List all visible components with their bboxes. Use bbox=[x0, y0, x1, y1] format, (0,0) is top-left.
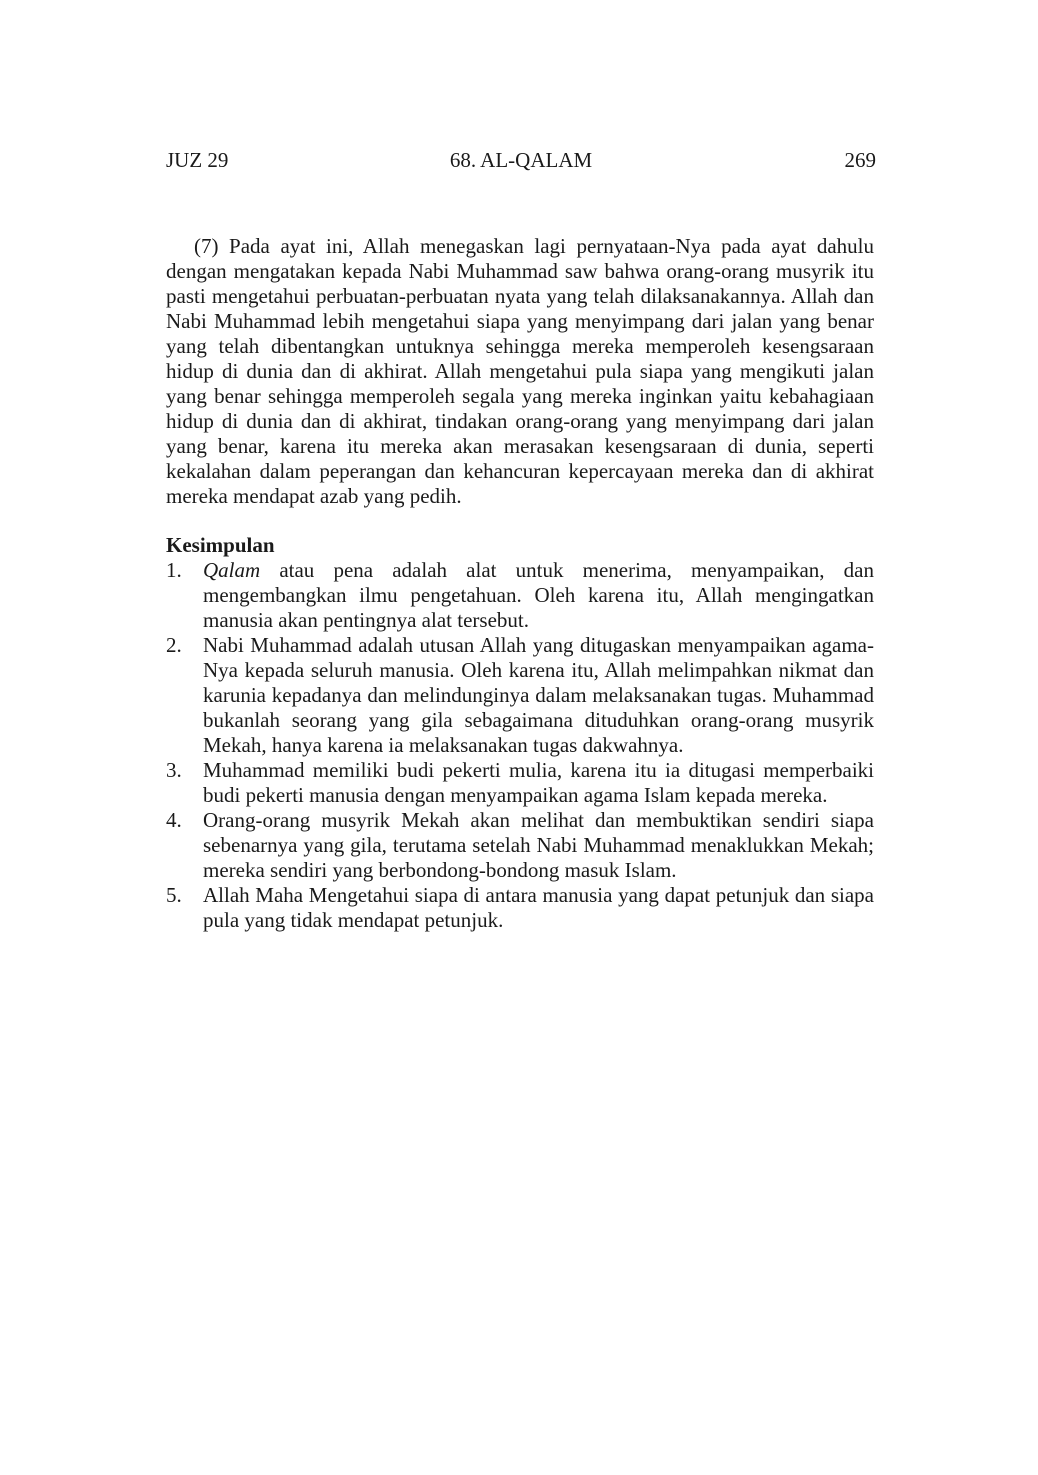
page-body bbox=[166, 234, 874, 933]
list-item-body: Muhammad memiliki budi pekerti mulia, karena itu ia ditugasi memperbaiki budi pekerti manusia dengan menyampaikan agama Islam kepada mereka. bbox=[203, 758, 874, 807]
list-item bbox=[166, 883, 874, 933]
section-heading: Kesimpulan bbox=[166, 533, 275, 557]
running-header bbox=[166, 146, 876, 174]
list-item-body: Allah Maha Mengetahui siapa di antara manusia yang dapat petunjuk dan siapa pula yang tidak mendapat petunjuk. bbox=[203, 883, 874, 932]
page-number: 269 bbox=[844, 148, 876, 172]
list-item-body: atau pena adalah alat untuk menerima, menyampaikan, dan mengembangkan ilmu pengetahuan. Oleh karena itu, Allah mengingatkan manusia akan pentingnya alat tersebut. bbox=[203, 558, 874, 632]
juz-label: JUZ 29 bbox=[166, 148, 229, 172]
italic-term: Qalam bbox=[203, 558, 261, 582]
list-item-number: 1. bbox=[166, 558, 182, 582]
list-item-number: 5. bbox=[166, 883, 182, 907]
commentary-paragraph: (7) Pada ayat ini, Allah menegaskan lagi pernyataan-Nya pada ayat dahulu dengan mengatakan kepada Nabi Muhammad saw bahwa orang-orang musyrik itu pasti mengetahui perbuatan-perbuatan nyata yang telah dilaksanakannya. Allah dan Nabi Muhammad lebih mengetahui siapa yang menyimpang dari jalan yang benar yang telah dibentangkan untuknya sehingga mereka memperoleh kesengsaraan hidup di dunia dan di akhirat. Allah mengetahui pula siapa yang mengikuti jalan yang benar sehingga memperoleh segala yang mereka inginkan yaitu kebahagiaan hidup di dunia dan di akhirat, tindakan orang-orang yang menyimpang dari jalan yang benar, karena itu mereka akan merasakan kesengsaraan di dunia, seperti kekalahan dalam peperangan dan kehancuran kepercayaan mereka dan di akhirat mereka mendapat azab yang pedih. bbox=[166, 234, 874, 508]
list-item bbox=[166, 633, 874, 758]
list-item bbox=[166, 808, 874, 883]
list-item-text bbox=[203, 558, 874, 632]
list-item bbox=[166, 558, 874, 633]
surah-title: 68. AL-QALAM bbox=[449, 148, 593, 172]
list-item-number: 4. bbox=[166, 808, 182, 832]
conclusion-list bbox=[166, 558, 874, 933]
list-item bbox=[166, 758, 874, 808]
list-item-body: Orang-orang musyrik Mekah akan melihat dan membuktikan sendiri siapa sebenarnya yang gila, terutama setelah Nabi Muhammad menaklukkan Mekah; mereka sendiri yang berbondong-bondong masuk Islam. bbox=[203, 808, 874, 882]
list-item-number: 3. bbox=[166, 758, 182, 782]
list-item-body: Nabi Muhammad adalah utusan Allah yang ditugaskan menyampaikan agama-Nya kepada seluruh manusia. Oleh karena itu, Allah melimpahkan nikmat dan karunia kepadanya dan melindunginya dalam melaksanakan tugas. Muhammad bukanlah seorang yang gila sebagaimana dituduhkan orang-orang musyrik Mekah, hanya karena ia melaksanakan tugas dakwahnya. bbox=[203, 633, 874, 757]
list-item-number: 2. bbox=[166, 633, 182, 657]
